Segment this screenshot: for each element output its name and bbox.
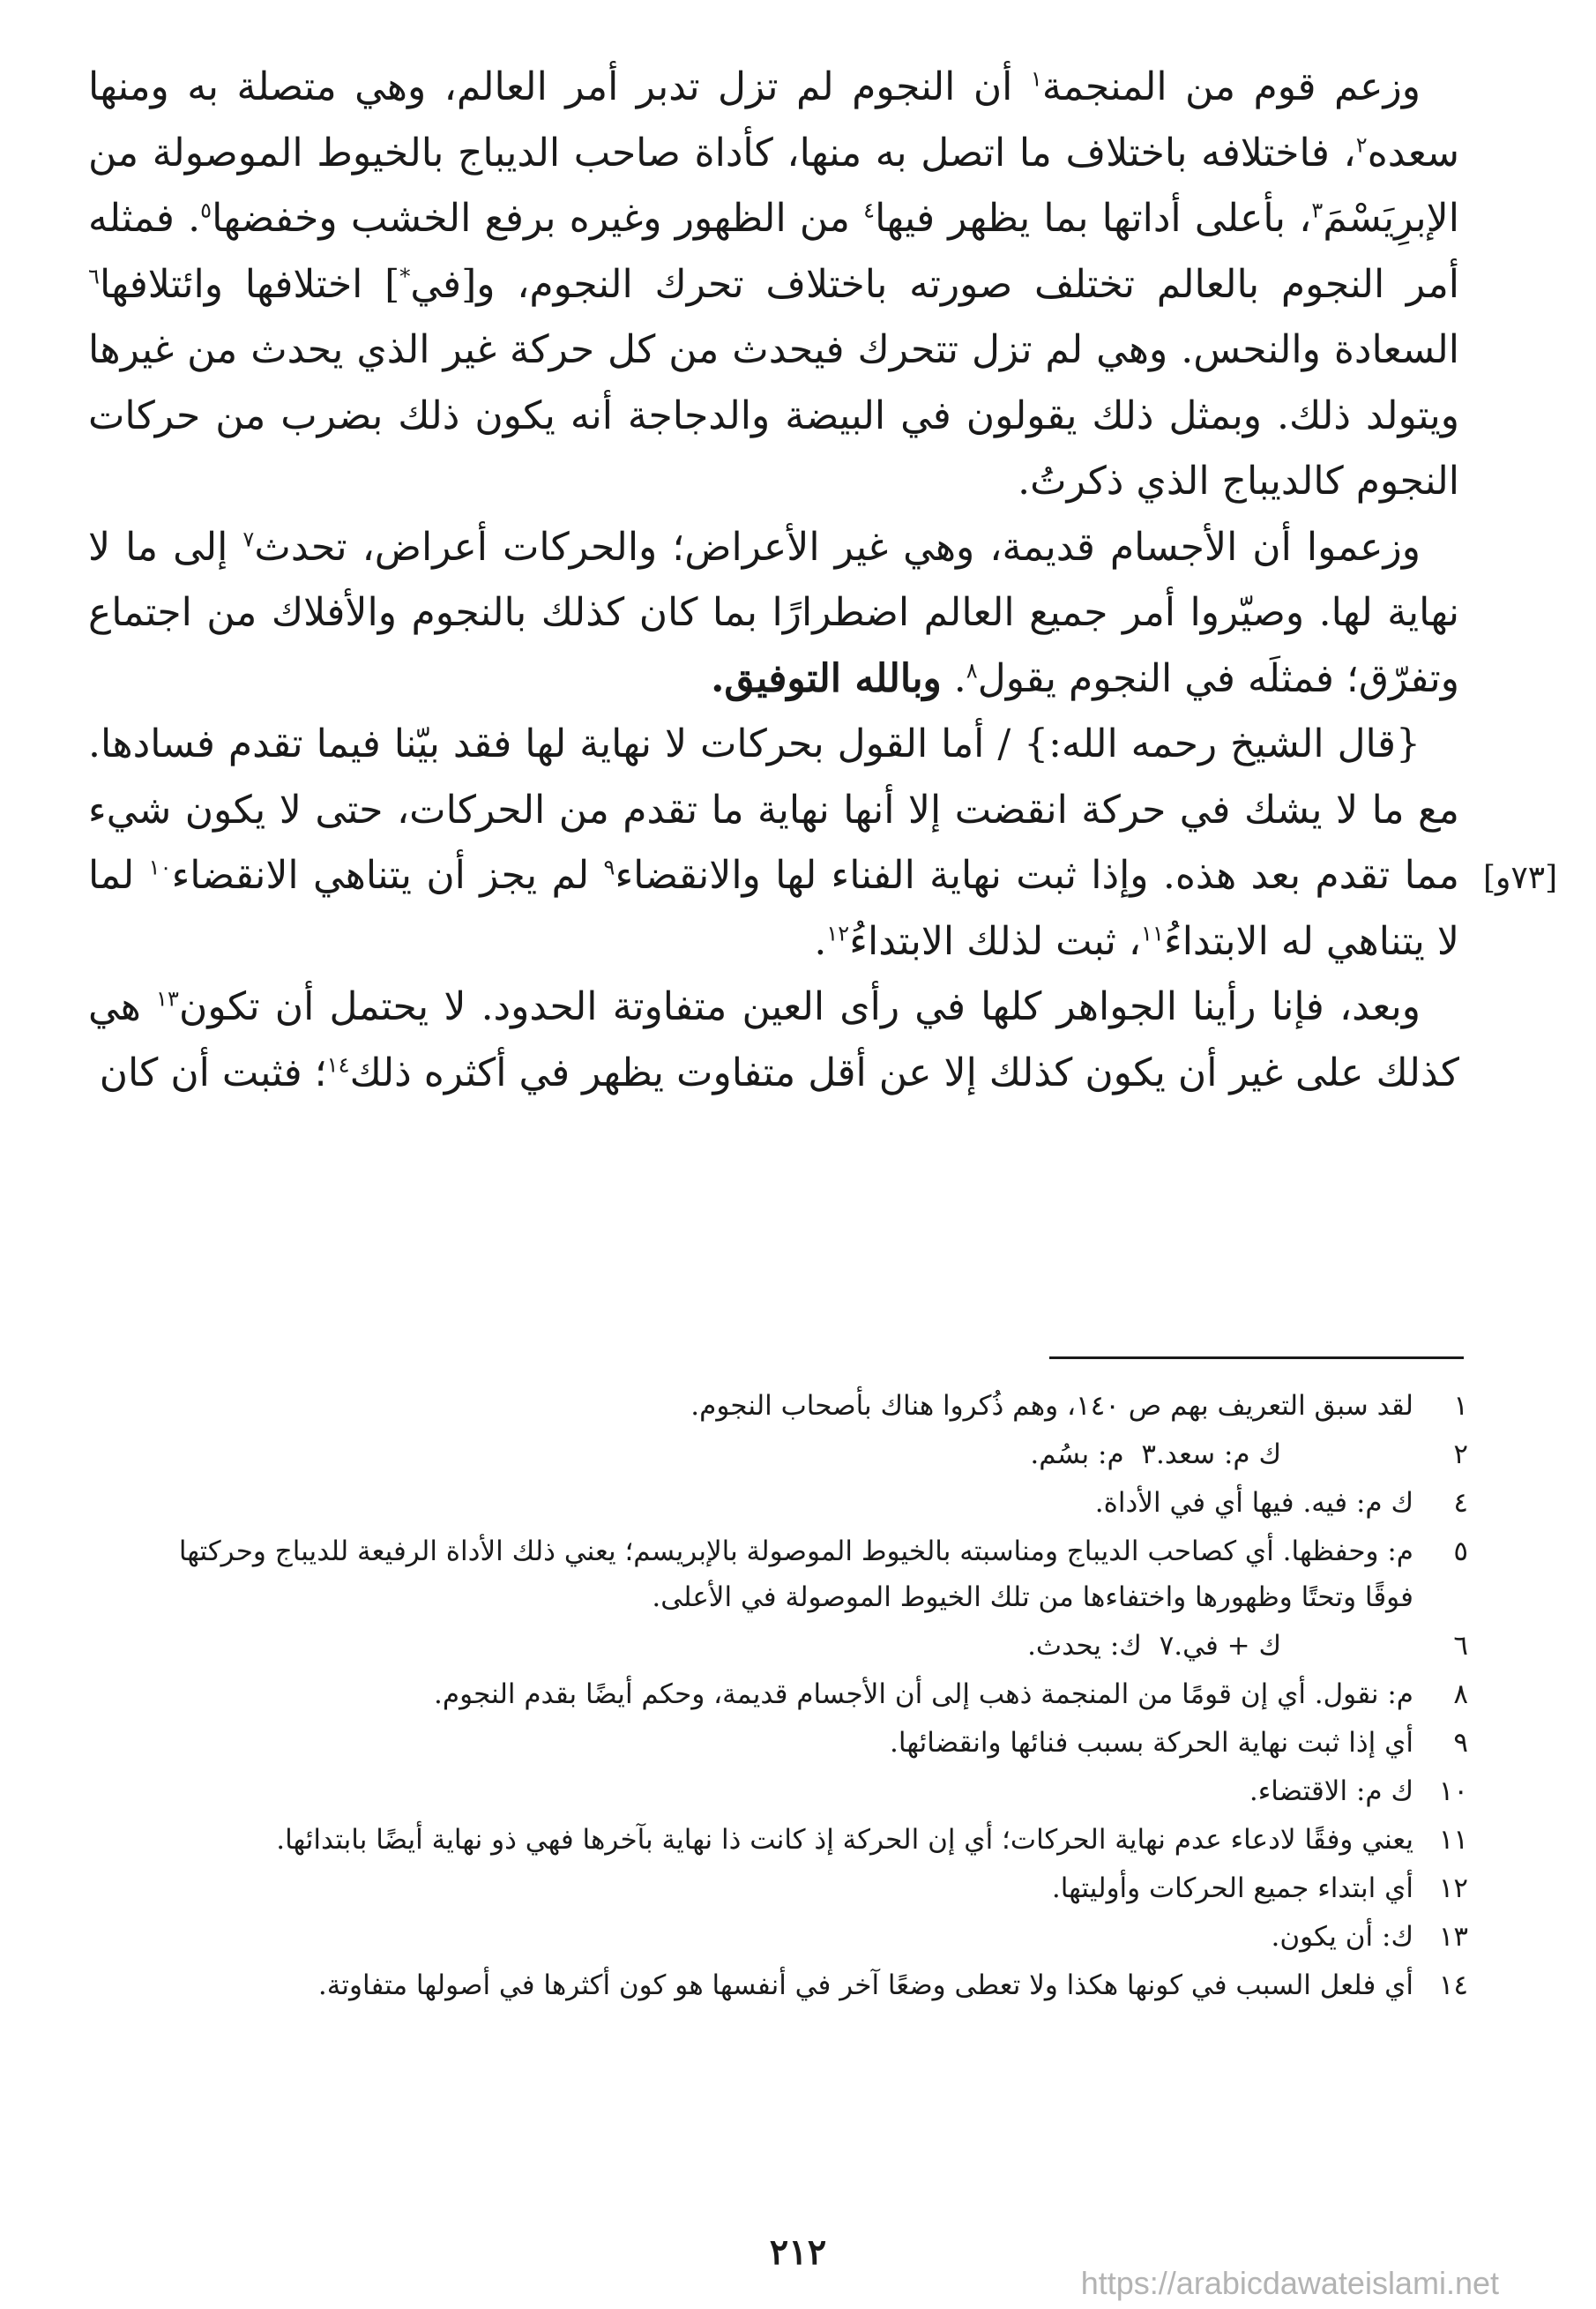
closing-phrase: وبالله التوفيق. bbox=[711, 655, 942, 701]
footnote-text: يعني وفقًا لادعاء عدم نهاية الحركات؛ أي إن الحركة إذ كانت ذا نهاية بآخرها فهي ذو نهاية أيضًا بابتدائها. bbox=[276, 1824, 1413, 1856]
footnote-6-7 bbox=[123, 1623, 1468, 1669]
editorial-asterisk: * bbox=[399, 263, 411, 288]
text-run: السعادة والنحس. وهي لم تزل تتحرك فيحدث من كل حركة غير الذي يحدث من غيرها ويتولد ذلك. وبمثل ذلك يقولون في البيضة والدجاجة أنه يكون ذلك بضرب من حركات النجوم كالديباج الذي ذكرتُ. bbox=[88, 327, 1459, 504]
footnote-11 bbox=[123, 1817, 1468, 1863]
footnote-text: ك: يحدث. bbox=[1027, 1630, 1142, 1662]
section-opening: {قال الشيخ رحمه الله:} bbox=[1024, 721, 1421, 766]
footnote-ref[interactable]: ٧ bbox=[242, 526, 255, 551]
footnote-ref[interactable]: ١٣ bbox=[156, 986, 180, 1012]
paragraph-1 bbox=[88, 55, 1459, 515]
footnote-text: م: وحفظها. أي كصاحب الديباج ومناسبته بالخيوط الموصولة بالإبريسم؛ يعني ذلك الأداة الرفيعة للديباج وحركتها فوقًا وتحتًا وظهورها واختفاءها من تلك الخيوط الموصولة في الأعلى. bbox=[178, 1536, 1413, 1613]
text-run: إلى ما لا نهاية لها. وصيّروا أمر جميع العالم اضطرارًا بما كان كذلك بالنجوم والأفلاك من اجتماع وتفرّق؛ فمثلَه في النجوم يقول bbox=[88, 524, 1459, 701]
footnote-text: م: بسُم. bbox=[1030, 1438, 1124, 1470]
footnote-number: ٥ bbox=[1453, 1536, 1468, 1567]
footnote-number: ٤ bbox=[1453, 1487, 1468, 1519]
text-run: . bbox=[814, 918, 827, 964]
footnote-number: ٩ bbox=[1453, 1727, 1468, 1759]
footnote-13 bbox=[123, 1914, 1468, 1960]
footnote-ref[interactable]: ٨ bbox=[966, 657, 978, 683]
footnote-12 bbox=[123, 1865, 1468, 1911]
footnote-number: ٧ bbox=[1159, 1630, 1175, 1662]
footnote-text bbox=[123, 1623, 1413, 1669]
footnote-number: ٣ bbox=[1141, 1438, 1157, 1470]
text-run: وزعموا أن الأجسام قديمة، وهي غير الأعراض؛ والحركات أعراض، تحدث bbox=[254, 524, 1421, 570]
footnote-ref[interactable]: ٩ bbox=[603, 855, 615, 880]
page-number: ٢١٢ bbox=[769, 2231, 827, 2273]
text-run: . bbox=[941, 655, 966, 701]
footnote-4 bbox=[123, 1480, 1468, 1526]
paragraph-2 bbox=[88, 515, 1459, 713]
footnote-ref[interactable]: ١ bbox=[1030, 66, 1042, 92]
footnote-number: ١٠ bbox=[1438, 1775, 1468, 1807]
text-run: ، فاختلافه باختلاف ما اتصل به منها، كأداة صاحب الديباج بالخيوط الموصولة من الإبرِيَسْمَ bbox=[88, 130, 1459, 241]
footnote-ref[interactable]: ٤ bbox=[863, 198, 876, 223]
footnote-text: أي فلعل السبب في كونها هكذا ولا تعطى وضعًا آخر في أنفسها هو كون أكثرها في أصولها متفاوتة. bbox=[317, 1969, 1413, 2001]
text-run: لم يجز أن يتناهي الانقضاء bbox=[171, 853, 604, 898]
paragraph-4 bbox=[88, 975, 1459, 1106]
footnote-ref[interactable]: ١٤ bbox=[326, 1051, 350, 1077]
footnote-ref[interactable]: ١١ bbox=[1141, 920, 1165, 945]
text-run: ، ثبت لذلك الابتداءُ bbox=[849, 918, 1142, 964]
footnote-ref[interactable]: ٦ bbox=[88, 263, 100, 288]
footnotes bbox=[123, 1383, 1468, 2011]
footnote-text: ك م: الاقتضاء. bbox=[1249, 1775, 1413, 1807]
text-run: أن النجوم لم تزل تدبر أمر العالم، وهي متصلة به ومنها سعده bbox=[88, 64, 1459, 176]
text-run: هي كذلك على غير أن يكون كذلك إلا عن أقل متفاوت يظهر في أكثره ذلك bbox=[88, 984, 1459, 1095]
text-run: . فمثله أمر النجوم بالعالم تختلف صورته باختلاف تحرك النجوم، و[في bbox=[88, 196, 1459, 307]
footnote-text bbox=[123, 1431, 1413, 1477]
text-run: / أما القول بحركات لا نهاية لها فقد بيّنا فيما تقدم فسادها. مع ما لا يشك في حركة انقضت إلا أنها نهاية ما تقدم من الحركات، حتى لا يكون شيء مما تقدم بعد هذه. وإذا ثبت نهاية الفناء لها والانقضاء bbox=[88, 721, 1460, 898]
footnote-9 bbox=[123, 1720, 1468, 1766]
folio-margin-reference: [٧٣و] bbox=[1483, 860, 1558, 896]
text-run: ، بأعلى أداتها بما يظهر فيها bbox=[875, 196, 1312, 241]
footnote-number: ٢ bbox=[1453, 1438, 1468, 1470]
text-run: وبعد، فإنا رأينا الجواهر كلها في رأى العين متفاوتة الحدود. لا يحتمل أن تكون bbox=[179, 984, 1421, 1029]
footnote-ref[interactable]: ٣ bbox=[1311, 198, 1324, 223]
watermark-url: https://arabicdawateislami.net bbox=[1080, 2265, 1499, 2301]
footnote-text: م: نقول. أي إن قومًا من المنجمة ذهب إلى أن الأجسام قديمة، وحكم أيضًا بقدم النجوم. bbox=[434, 1678, 1413, 1710]
text-run: ] اختلافها وائتلافها bbox=[100, 261, 400, 307]
footnote-8 bbox=[123, 1671, 1468, 1717]
footnote-1 bbox=[123, 1383, 1468, 1429]
footnote-number: ١٤ bbox=[1438, 1969, 1468, 2001]
footnote-number: ١ bbox=[1453, 1390, 1468, 1422]
footnote-5 bbox=[123, 1528, 1468, 1620]
text-run: ؛ فثبت أن كان bbox=[99, 1050, 327, 1095]
footnote-14 bbox=[123, 1962, 1468, 2008]
footnote-text: أي إذا ثبت نهاية الحركة بسبب فنائها وانقضائها. bbox=[890, 1727, 1413, 1759]
footnote-10 bbox=[123, 1768, 1468, 1814]
footnote-ref[interactable]: ٥ bbox=[200, 198, 213, 223]
footnote-text: ك: أن يكون. bbox=[1271, 1921, 1413, 1953]
footnote-number: ١٢ bbox=[1438, 1872, 1468, 1904]
footnote-separator bbox=[1049, 1356, 1464, 1359]
footnote-ref[interactable]: ١٢ bbox=[826, 920, 850, 945]
footnote-number: ٨ bbox=[1453, 1678, 1468, 1710]
footnote-number: ١٣ bbox=[1438, 1921, 1468, 1953]
footnote-number: ١١ bbox=[1438, 1824, 1468, 1856]
footnote-ref[interactable]: ١٠ bbox=[148, 855, 172, 880]
footnote-text: لقد سبق التعريف بهم ص ١٤٠، وهم ذُكروا هناك بأصحاب النجوم. bbox=[690, 1390, 1413, 1422]
main-text bbox=[88, 55, 1459, 1106]
footnote-text: ك م: سعد. bbox=[1156, 1438, 1281, 1470]
footnote-ref[interactable]: ٢ bbox=[1355, 131, 1368, 157]
footnote-text: ك م: فيه. فيها أي في الأداة. bbox=[1094, 1487, 1413, 1519]
text-run: وزعم قوم من المنجمة bbox=[1041, 64, 1421, 109]
footnote-2-3 bbox=[123, 1431, 1468, 1477]
footnote-text: أي ابتداء جميع الحركات وأوليتها. bbox=[1051, 1872, 1413, 1904]
footnote-number: ٦ bbox=[1453, 1630, 1468, 1662]
footnote-text: ك + في. bbox=[1174, 1630, 1281, 1662]
text-run: من الظهور وغيره برفع الخشب وخفضها bbox=[212, 196, 864, 241]
paragraph-3 bbox=[88, 712, 1459, 975]
text-run: لما لا يتناهي له الابتداءُ bbox=[88, 853, 1459, 964]
